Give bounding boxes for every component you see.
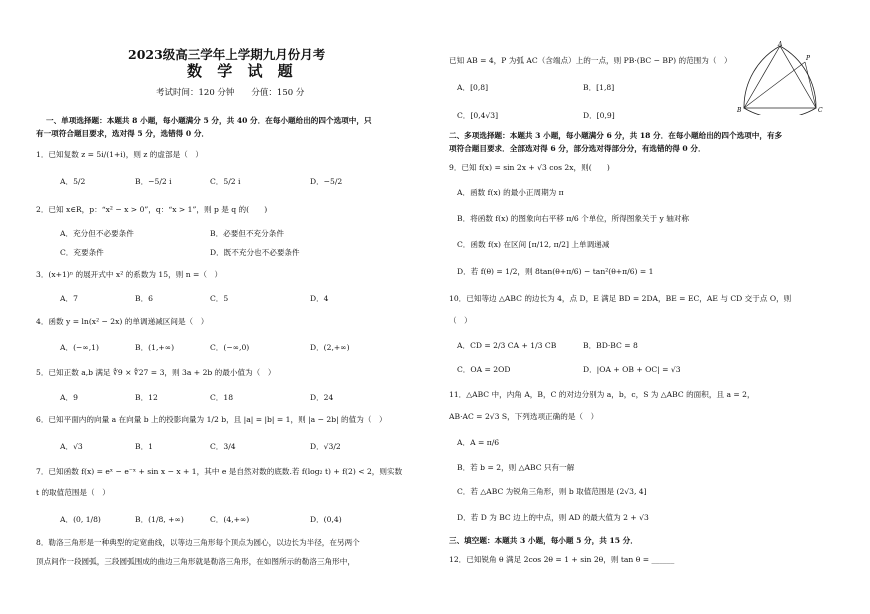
question-5: 5．已知正数 a,b 满足 ∜9 × ∜27 = 3，则 3a + 2b 的最小值为（ ） (36, 368, 276, 377)
q4-option-b: B．(1,+∞) (135, 343, 175, 352)
section-3-heading: 三、填空题：本题共 3 小题，每小题 5 分，共 15 分． (449, 536, 638, 545)
section-1-heading-cont: 有一项符合题目要求，选对得 5 分，选错得 0 分． (36, 129, 210, 138)
exam-meta: 考试时间：120 分钟 分值：150 分 (156, 88, 305, 98)
q3-option-a: A．7 (60, 294, 78, 303)
question-7: 7．已知函数 f(x) = eˣ − e⁻ˣ + sin x − x + 1，其中 e 是自然对数的底数.若 f(log₂ t) + f(2) < 2，则实数 (36, 467, 403, 476)
q7-option-d: D．(0,4) (310, 515, 342, 524)
q9-option-a: A．函数 f(x) 的最小正周期为 π (457, 188, 564, 197)
q1-option-a: A．5/2 (60, 177, 86, 186)
question-6: 6．已知平面内的向量 a 在向量 b 上的投影向量为 1/2 b，且 |a| = |b| = 1，则 |a − 2b| 的值为（ ） (36, 415, 387, 424)
q6-option-d: D．√3/2 (310, 442, 341, 451)
question-2: 2．已知 x∈R，p：“x² − x > 0”，q：“x > 1”，则 p 是 q 的( ) (36, 205, 268, 214)
question-8-cont-2: 已知 AB = 4，P 为弧 AC（含端点）上的一点，则 PB·(BC − BP) 的范围为（ ） (449, 56, 732, 65)
question-10: 10．已知等边 △ABC 的边长为 4，点 D，E 满足 BD = 2DA，BE = EC，AE 与 CD 交于点 O，则 (449, 294, 792, 303)
q10-option-c: C．OA = 2OD (457, 365, 511, 374)
section-2-heading-cont: 项符合题目要求．全部选对得 6 分，部分选对得部分分，有选错的得 0 分． (449, 144, 706, 153)
question-1: 1．已知复数 z = 5i/(1+i)，则 z 的虚部是（ ） (36, 150, 203, 159)
question-4: 4．函数 y = ln(x² − 2x) 的单调递减区间是（ ） (36, 317, 209, 326)
q5-option-c: C．18 (210, 393, 234, 402)
q1-option-d: D．−5/2 (310, 177, 343, 186)
q9-option-c: C．函数 f(x) 在区间 [π/12, π/2] 上单调递减 (457, 240, 610, 249)
q5-option-b: B．12 (135, 393, 158, 402)
q7-option-b: B．(1/8, +∞) (135, 515, 184, 524)
q10-option-d: D．|OA + OB + OC| = √3 (583, 365, 681, 374)
question-12: 12．已知锐角 θ 满足 2cos 2θ = 1 + sin 2θ，则 tan θ = ______ (449, 555, 675, 564)
question-8-cont: 顶点间作一段圆弧，三段圆弧围成的曲边三角形就是勒洛三角形，在如图所示的勒洛三角形中， (36, 557, 355, 566)
q2-option-b: B．必要但不充分条件 (210, 229, 284, 238)
section-1-heading: 一、单项选择题：本题共 8 小题，每小题满分 5 分，共 40 分．在每小题给出的四个选项中，只 (46, 116, 372, 125)
q3-option-b: B．6 (135, 294, 154, 303)
q8-option-b: B．[1,8] (583, 83, 615, 92)
q2-option-d: D．既不充分也不必要条件 (210, 248, 300, 257)
question-11: 11．△ABC 中，内角 A，B，C 的对边分别为 a，b，c，S 为 △ABC 的面积，且 a = 2， (449, 390, 755, 399)
exam-title: 2023级高三学年上学期九月份月考 (128, 47, 326, 62)
question-8: 8．勒洛三角形是一种典型的定宽曲线，以等边三角形每个顶点为圆心，以边长为半径，在另两个 (36, 538, 360, 547)
figure-label-p: P (806, 55, 811, 62)
q3-option-d: D．4 (310, 294, 329, 303)
q6-option-b: B．1 (135, 442, 154, 451)
q8-option-a: A．[0,8] (457, 83, 489, 92)
q2-option-a: A．充分但不必要条件 (60, 229, 134, 238)
q9-option-b: B．将函数 f(x) 的图象向右平移 π/6 个单位，所得图象关于 y 轴对称 (457, 214, 689, 223)
question-9: 9．已知 f(x) = sin 2x + √3 cos 2x，则( ) (449, 163, 610, 172)
q10-option-b: B．BD·BC = 8 (583, 341, 638, 350)
q5-option-d: D．24 (310, 393, 334, 402)
q8-option-d: D．[0,9] (583, 111, 615, 120)
q7-option-a: A．(0, 1/8) (60, 515, 101, 524)
q7-option-c: C．(4,+∞) (210, 515, 250, 524)
q3-option-c: C．5 (210, 294, 229, 303)
q1-option-c: C．5/2 i (210, 177, 241, 186)
exam-subject: 数 学 试 题 (187, 62, 298, 80)
question-3: 3．(x+1)ⁿ 的展开式中 x² 的系数为 15，则 n =（ ） (36, 270, 223, 279)
q11-option-b: B．若 b = 2，则 △ABC 只有一解 (457, 463, 575, 472)
q4-option-d: D．(2,+∞) (310, 343, 350, 352)
q5-option-a: A．9 (60, 393, 78, 402)
q10-option-a: A．CD = 2/3 CA + 1/3 CB (457, 341, 557, 350)
figure-label-c: C (818, 107, 823, 114)
question-10-cont: （ ） (449, 316, 472, 325)
q4-option-a: A．(−∞,1) (60, 343, 99, 352)
q4-option-c: C．(−∞,0) (210, 343, 250, 352)
q2-option-c: C．充要条件 (60, 248, 104, 257)
q11-option-d: D．若 D 为 BC 边上的中点，则 AD 的最大值为 2 + √3 (457, 513, 649, 522)
section-2-heading: 二、多项选择题：本题共 3 小题，每小题满分 6 分，共 18 分．在每小题给出的四个选项中，有多 (449, 131, 783, 140)
question-7-cont: t 的取值范围是（ ） (36, 488, 110, 497)
q11-option-a: A．A = π/6 (457, 438, 500, 447)
q6-option-a: A．√3 (60, 442, 83, 451)
q8-option-c: C．[0,4√3] (457, 111, 499, 120)
q1-option-b: B．−5/2 i (135, 177, 172, 186)
q11-option-c: C．若 △ABC 为锐角三角形，则 b 取值范围是 (2√3, 4] (457, 487, 647, 496)
figure-label-a: A (778, 41, 783, 48)
q9-option-d: D．若 f(θ) = 1/2，则 8tan(θ+π/6) − tan²(θ+π/6) = 1 (457, 267, 654, 276)
question-11-cont: AB·AC = 2√3 S，下列选项正确的是（ ） (449, 412, 599, 421)
reuleaux-triangle-figure (735, 40, 825, 115)
q6-option-c: C．3/4 (210, 442, 236, 451)
figure-label-b: B (737, 107, 742, 114)
